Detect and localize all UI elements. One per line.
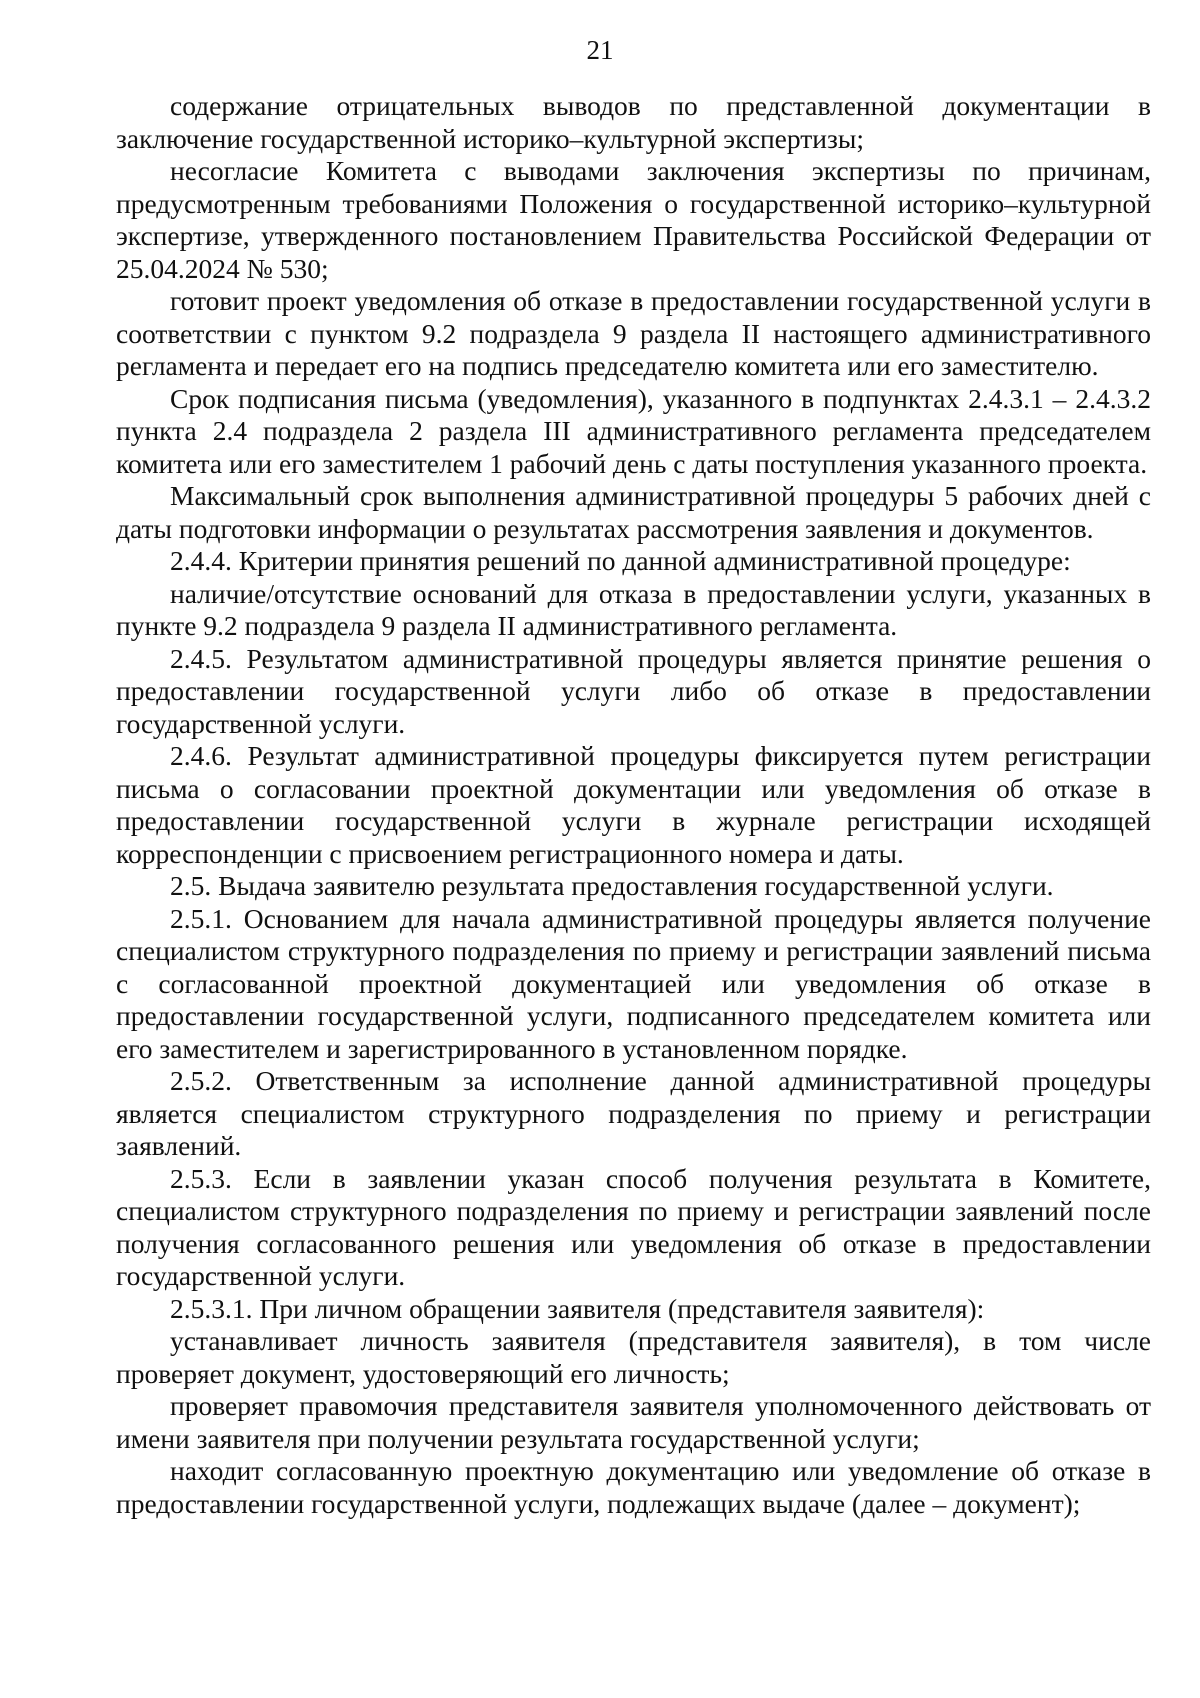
paragraph: 2.5.3. Если в заявлении указан способ получения результата в Комитете, специалистом структурного подразделения по приему и регистрации заявлений после получения согласованного решения или уведомления об отказе в предоставлении государственной услуги. [116,1162,1151,1291]
paragraph: 2.5.2. Ответственным за исполнение данной административной процедуры является специалистом структурного подразделения по приему и регистрации заявлений. [116,1065,1151,1161]
paragraph: 2.5. Выдача заявителю результата предоставления государственной услуги. [170,870,1054,901]
paragraph: устанавливает личность заявителя (представителя заявителя), в том числе проверяет документ, удостоверяющий его личность; [116,1325,1151,1389]
paragraph: готовит проект уведомления об отказе в предоставлении государственной услуги в соответствии с пунктом 9.2 подраздела 9 раздела II настоящего административного регламента и передает его на подпись председателю комитета или его заместителю. [116,285,1151,381]
paragraph: содержание отрицательных выводов по представленной документации в заключение государственной историко–культурной экспертизы; [116,90,1151,154]
paragraph: 2.5.3.1. При личном обращении заявителя (представителя заявителя): [170,1292,985,1324]
paragraph: наличие/отсутствие оснований для отказа в предоставлении услуги, указанных в пункте 9.2 подраздела 9 раздела II административного регламента. [116,577,1151,641]
paragraph: несогласие Комитета с выводами заключения экспертизы по причинам, предусмотренным требованиями Положения о государственной историко–культурной экспертизе, утвержденного постановлением Правительства Российской Федерации от 25.04.2024 № 530; [116,155,1151,284]
paragraph: 2.4.4. Критерии принятия решений по данной административной процедуре: [170,545,1071,576]
paragraph: 2.4.5. Результатом административной процедуры является принятие решения о предоставлении государственной услуги либо об отказе в предоставлении государственной услуги. [116,642,1151,739]
paragraph: Максимальный срок выполнения административной процедуры 5 рабочих дней с даты подготовки информации о результатах рассмотрения заявления и документов. [116,480,1151,544]
paragraph: 2.4.6. Результат административной процедуры фиксируется путем регистрации письма о согласовании проектной документации или уведомления об отказе в предоставлении государственной услуги в журнале регистрации исходящей корреспонденции с присвоением регистрационного номера и даты. [116,740,1151,869]
paragraph: 2.5.1. Основанием для начала административной процедуры является получение специалистом структурного подразделения по приему и регистрации заявлений письма с согласованной проектной документацией или уведомления об отказе в предоставлении государственной услуги, подписанного председателем комитета или его заместителем и зарегистрированного в установленном порядке. [116,902,1151,1064]
page-number: 21 [586,35,614,65]
document-body [116,90,1151,1520]
paragraph: проверяет правомочия представителя заявителя уполномоченного действовать от имени заявителя при получении результата государственной услуги; [116,1390,1151,1454]
paragraph: находит согласованную проектную документацию или уведомление об отказе в предоставлении государственной услуги, подлежащих выдаче (далее – документ); [116,1455,1151,1519]
paragraph: Срок подписания письма (уведомления), указанного в подпунктах 2.4.3.1 – 2.4.3.2 пункта 2.4 подраздела 2 раздела III административного регламента председателем комитета или его заместителем 1 рабочий день с даты поступления указанного проекта. [116,382,1151,479]
